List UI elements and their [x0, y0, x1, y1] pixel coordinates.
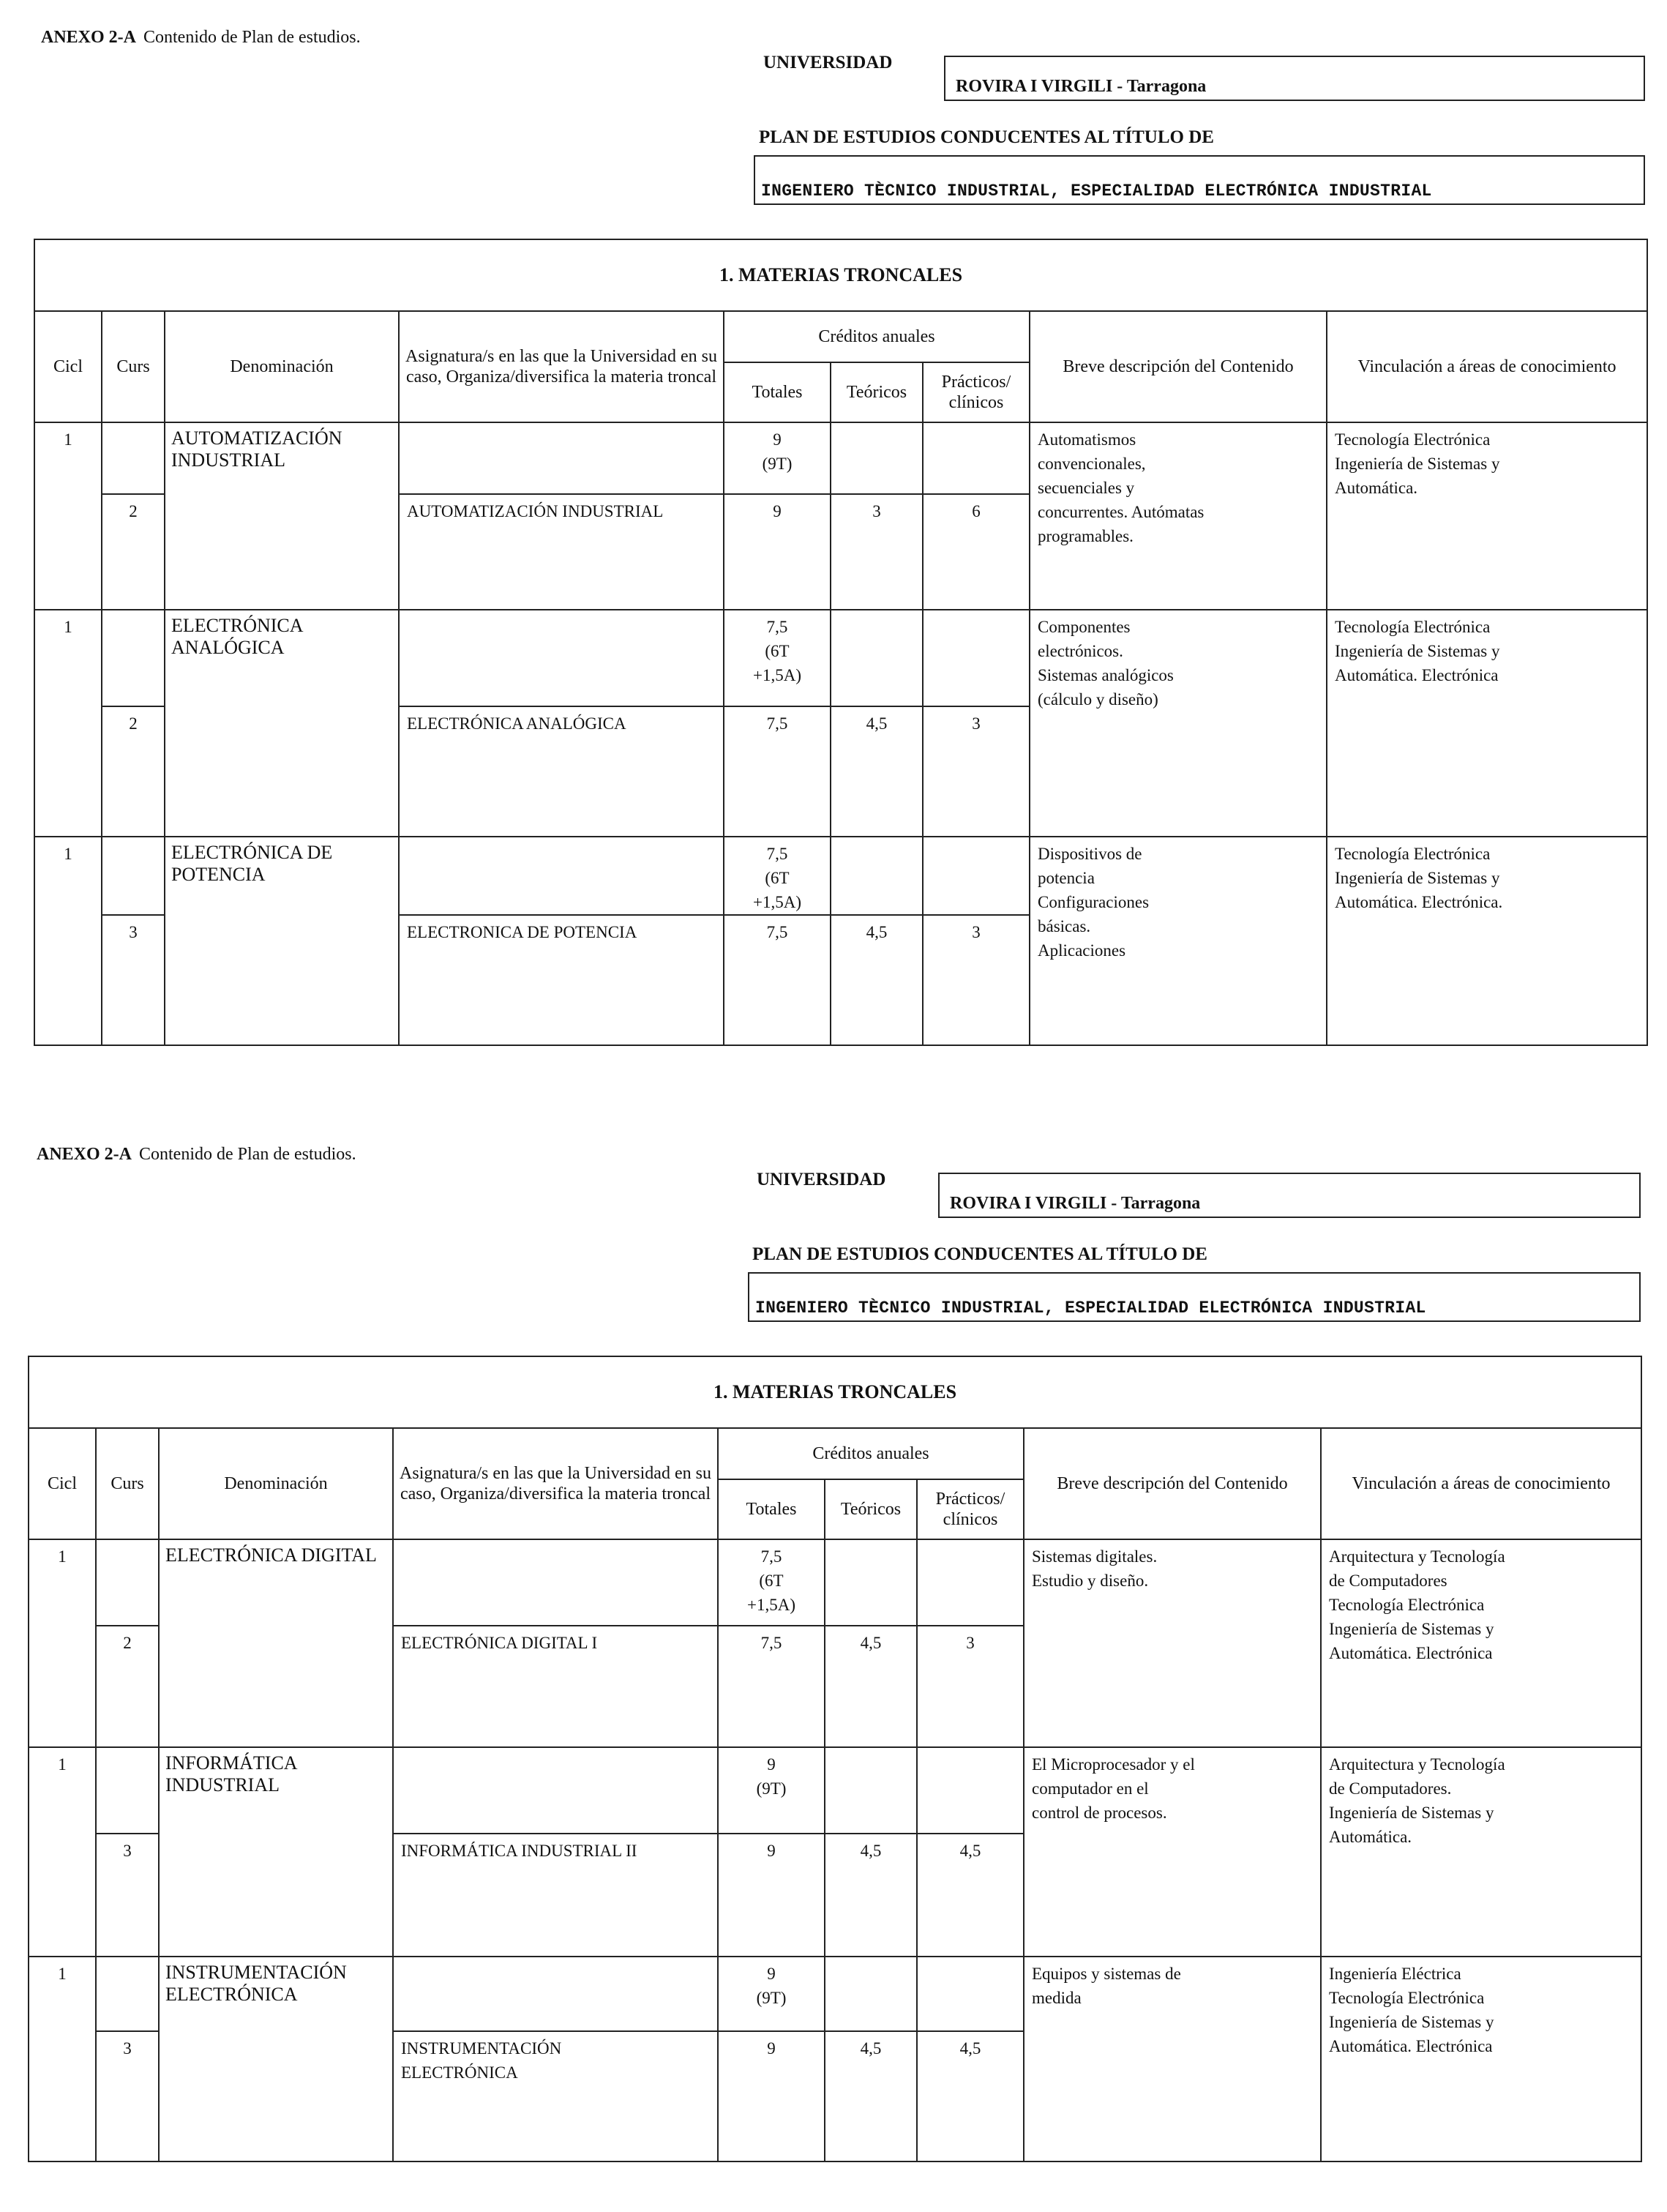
teoricos-cell: 4,5 — [825, 2031, 917, 2161]
descripcion-cell: Sistemas digitales. Estudio y diseño. — [1024, 1539, 1321, 1747]
materia-row — [34, 422, 1647, 494]
header-vinculacion: Vinculación a áreas de conocimiento — [1321, 1428, 1641, 1539]
vinculacion-cell: Ingeniería Eléctrica Tecnología Electrónica Ingeniería de Sistemas y Automática. Electrónica — [1321, 1957, 1641, 2161]
asignatura-cell-empty — [393, 1747, 718, 1834]
degree-title-box — [754, 155, 1645, 205]
curs-cell-empty — [102, 837, 165, 915]
denominacion-cell: AUTOMATIZACIÓN INDUSTRIAL — [165, 422, 399, 610]
materia-row — [34, 610, 1647, 706]
asignatura-cell-empty — [399, 837, 724, 915]
practicos-cell: 3 — [923, 915, 1030, 1045]
header-curs: Curs — [102, 311, 165, 422]
curs-cell-empty — [102, 610, 165, 706]
practicos-cell: 4,5 — [917, 2031, 1024, 2161]
asignatura-cell: ELECTRÓNICA ANALÓGICA — [399, 706, 724, 837]
materia-row — [29, 1539, 1641, 1626]
asignatura-cell: AUTOMATIZACIÓN INDUSTRIAL — [399, 494, 724, 610]
denominacion-cell: ELECTRÓNICA DIGITAL — [159, 1539, 393, 1747]
practicos-cell: 3 — [917, 1626, 1024, 1747]
plan-label: PLAN DE ESTUDIOS CONDUCENTES AL TÍTULO DE — [752, 1244, 1207, 1264]
degree-title: INGENIERO TÈCNICO INDUSTRIAL, ESPECIALIDAD ELECTRÓNICA INDUSTRIAL — [755, 1299, 1426, 1318]
annex-heading: ANEXO 2-A Contenido de Plan de estudios. — [41, 28, 361, 47]
header-teoricos: Teóricos — [825, 1479, 917, 1539]
totales-cell: 9 — [724, 494, 831, 610]
materia-row — [34, 837, 1647, 915]
university-label: UNIVERSIDAD — [757, 1170, 886, 1189]
header-creditos: Créditos anuales — [718, 1428, 1024, 1479]
practicos-cell: 4,5 — [917, 1834, 1024, 1957]
document-page-2 — [0, 1117, 1667, 2212]
curs-cell: 2 — [102, 494, 165, 610]
curs-cell: 3 — [96, 1834, 159, 1957]
curs-cell-empty — [102, 422, 165, 494]
header-practicos: Prácticos/ clínicos — [917, 1479, 1024, 1539]
materias-table — [34, 239, 1648, 1046]
descripcion-cell: El Microprocesador y el computador en el control de procesos. — [1024, 1747, 1321, 1957]
descripcion-cell: Automatismos convencionales, secuenciales y concurrentes. Autómatas programables. — [1030, 422, 1327, 610]
creditos-total-cell: 9 (9T) — [718, 1957, 825, 2031]
header-creditos: Créditos anuales — [724, 311, 1030, 362]
document-page-1 — [0, 0, 1667, 1095]
curs-cell: 3 — [102, 915, 165, 1045]
university-name: ROVIRA I VIRGILI - Tarragona — [950, 1194, 1201, 1213]
totales-cell: 9 — [718, 1834, 825, 1957]
practicos-cell: 6 — [923, 494, 1030, 610]
totales-cell: 7,5 — [718, 1626, 825, 1747]
teoricos-cell: 4,5 — [831, 915, 923, 1045]
totales-cell: 9 — [718, 2031, 825, 2161]
annex-heading: ANEXO 2-A Contenido de Plan de estudios. — [37, 1145, 356, 1164]
creditos-total-cell: 7,5 (6T +1,5A) — [724, 837, 831, 915]
teoricos-cell-empty — [831, 610, 923, 706]
header-descripcion: Breve descripción del Contenido — [1030, 311, 1327, 422]
teoricos-cell: 3 — [831, 494, 923, 610]
header-totales: Totales — [718, 1479, 825, 1539]
vinculacion-cell: Arquitectura y Tecnología de Computadores. Ingeniería de Sistemas y Automática. — [1321, 1747, 1641, 1957]
creditos-total-cell: 7,5 (6T +1,5A) — [724, 610, 831, 706]
header-asignatura: Asignatura/s en las que la Universidad en su caso, Organiza/diversifica la materia troncal — [393, 1428, 718, 1539]
section-title: 1. MATERIAS TRONCALES — [29, 1356, 1641, 1428]
header-asignatura: Asignatura/s en las que la Universidad en su caso, Organiza/diversifica la materia troncal — [399, 311, 724, 422]
plan-label: PLAN DE ESTUDIOS CONDUCENTES AL TÍTULO DE — [759, 127, 1214, 147]
practicos-cell-empty — [923, 837, 1030, 915]
curs-cell: 3 — [96, 2031, 159, 2161]
descripcion-cell: Equipos y sistemas de medida — [1024, 1957, 1321, 2161]
materias-table — [28, 1356, 1642, 2162]
university-name-box — [944, 56, 1645, 101]
cicl-cell: 1 — [29, 1539, 96, 1747]
header-teoricos: Teóricos — [831, 362, 923, 422]
teoricos-cell: 4,5 — [825, 1834, 917, 1957]
cicl-cell: 1 — [34, 837, 102, 1045]
header-denominacion: Denominación — [165, 311, 399, 422]
creditos-total-cell: 7,5 (6T +1,5A) — [718, 1539, 825, 1626]
asignatura-cell-empty — [393, 1957, 718, 2031]
practicos-cell: 3 — [923, 706, 1030, 837]
teoricos-cell-empty — [825, 1539, 917, 1626]
header-denominacion: Denominación — [159, 1428, 393, 1539]
asignatura-cell: INFORMÁTICA INDUSTRIAL II — [393, 1834, 718, 1957]
denominacion-cell: ELECTRÓNICA DE POTENCIA — [165, 837, 399, 1045]
header-totales: Totales — [724, 362, 831, 422]
teoricos-cell: 4,5 — [831, 706, 923, 837]
university-name-box — [938, 1173, 1641, 1218]
vinculacion-cell: Tecnología Electrónica Ingeniería de Sistemas y Automática. Electrónica. — [1327, 837, 1647, 1045]
cicl-cell: 1 — [34, 422, 102, 610]
asignatura-cell-empty — [393, 1539, 718, 1626]
descripcion-cell: Dispositivos de potencia Configuraciones básicas. Aplicaciones — [1030, 837, 1327, 1045]
asignatura-cell: ELECTRONICA DE POTENCIA — [399, 915, 724, 1045]
cicl-cell: 1 — [29, 1957, 96, 2161]
teoricos-cell-empty — [831, 837, 923, 915]
creditos-total-cell: 9 (9T) — [718, 1747, 825, 1834]
header-practicos: Prácticos/ clínicos — [923, 362, 1030, 422]
denominacion-cell: ELECTRÓNICA ANALÓGICA — [165, 610, 399, 837]
totales-cell: 7,5 — [724, 706, 831, 837]
asignatura-cell: ELECTRÓNICA DIGITAL I — [393, 1626, 718, 1747]
curs-cell: 2 — [102, 706, 165, 837]
descripcion-cell: Componentes electrónicos. Sistemas analógicos (cálculo y diseño) — [1030, 610, 1327, 837]
materia-row — [29, 1747, 1641, 1834]
asignatura-cell: INSTRUMENTACIÓN ELECTRÓNICA — [393, 2031, 718, 2161]
section-title: 1. MATERIAS TRONCALES — [34, 239, 1647, 311]
header-descripcion: Breve descripción del Contenido — [1024, 1428, 1321, 1539]
vinculacion-cell: Tecnología Electrónica Ingeniería de Sistemas y Automática. — [1327, 422, 1647, 610]
practicos-cell-empty — [917, 1747, 1024, 1834]
university-label: UNIVERSIDAD — [763, 53, 893, 72]
cicl-cell: 1 — [34, 610, 102, 837]
vinculacion-cell: Tecnología Electrónica Ingeniería de Sistemas y Automática. Electrónica — [1327, 610, 1647, 837]
curs-cell-empty — [96, 1747, 159, 1834]
practicos-cell-empty — [917, 1957, 1024, 2031]
vinculacion-cell: Arquitectura y Tecnología de Computadores Tecnología Electrónica Ingeniería de Sistemas y Automática. Electrónica — [1321, 1539, 1641, 1747]
cicl-cell: 1 — [29, 1747, 96, 1957]
degree-title-box — [748, 1272, 1641, 1322]
curs-cell: 2 — [96, 1626, 159, 1747]
totales-cell: 7,5 — [724, 915, 831, 1045]
denominacion-cell: INFORMÁTICA INDUSTRIAL — [159, 1747, 393, 1957]
curs-cell-empty — [96, 1539, 159, 1626]
curs-cell-empty — [96, 1957, 159, 2031]
header-cicl: Cicl — [29, 1428, 96, 1539]
asignatura-cell-empty — [399, 422, 724, 494]
practicos-cell-empty — [923, 422, 1030, 494]
asignatura-cell-empty — [399, 610, 724, 706]
creditos-total-cell: 9 (9T) — [724, 422, 831, 494]
teoricos-cell-empty — [831, 422, 923, 494]
university-name: ROVIRA I VIRGILI - Tarragona — [956, 77, 1207, 96]
degree-title: INGENIERO TÈCNICO INDUSTRIAL, ESPECIALIDAD ELECTRÓNICA INDUSTRIAL — [761, 182, 1432, 201]
practicos-cell-empty — [917, 1539, 1024, 1626]
teoricos-cell-empty — [825, 1747, 917, 1834]
teoricos-cell: 4,5 — [825, 1626, 917, 1747]
header-cicl: Cicl — [34, 311, 102, 422]
header-curs: Curs — [96, 1428, 159, 1539]
practicos-cell-empty — [923, 610, 1030, 706]
teoricos-cell-empty — [825, 1957, 917, 2031]
materia-row — [29, 1957, 1641, 2031]
header-vinculacion: Vinculación a áreas de conocimiento — [1327, 311, 1647, 422]
denominacion-cell: INSTRUMENTACIÓN ELECTRÓNICA — [159, 1957, 393, 2161]
